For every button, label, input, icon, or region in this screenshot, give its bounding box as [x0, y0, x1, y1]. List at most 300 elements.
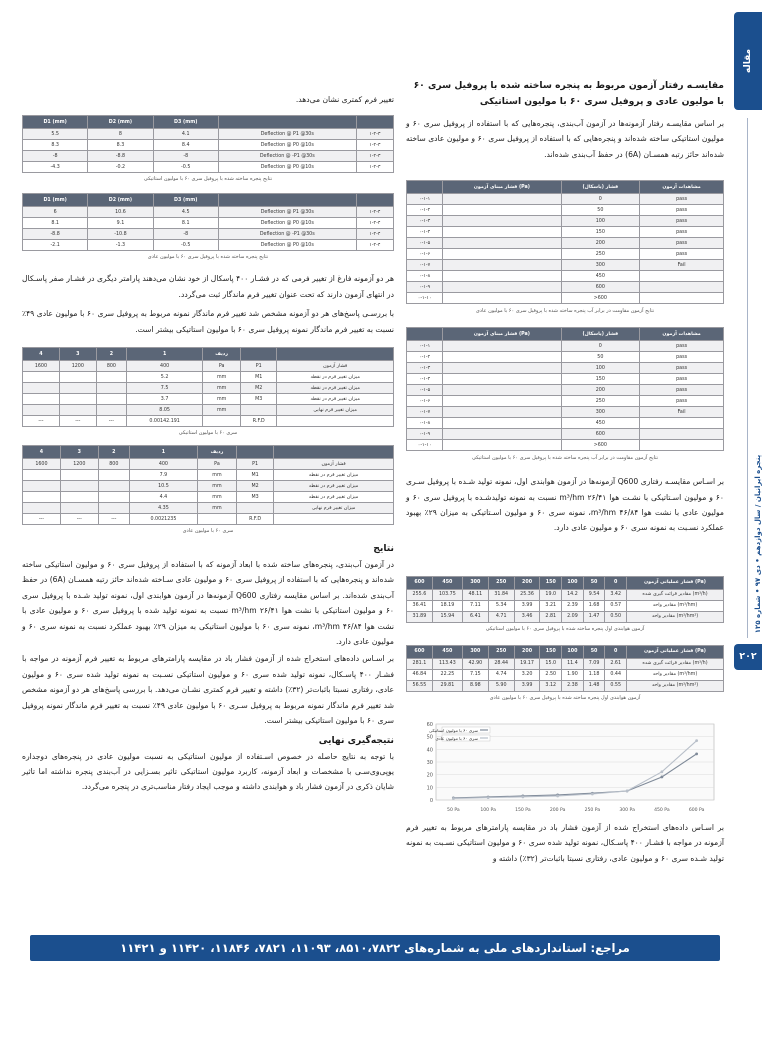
- table-row: [23, 503, 394, 514]
- table-cell: 250: [488, 576, 514, 589]
- table-row: [407, 407, 724, 418]
- right-column: [406, 78, 724, 866]
- table-cell: -8: [153, 229, 218, 240]
- table-cell: [443, 249, 561, 260]
- table-cell: 29.81: [432, 680, 462, 691]
- table-cell: 19.0: [540, 589, 562, 600]
- table-row: [23, 481, 394, 492]
- table-cell: 31.84: [488, 589, 514, 600]
- table-cell: 10.6: [88, 207, 153, 218]
- references-bar: [30, 935, 720, 961]
- table-cell: 250: [561, 249, 640, 260]
- table-cell: 300: [462, 576, 488, 589]
- table-cell: 10.5: [129, 481, 197, 492]
- table-cell: میزان تغییر فرم در نقطه: [274, 492, 394, 503]
- data-point: [626, 789, 629, 792]
- table-row: [407, 418, 724, 429]
- table-cell: ۰-۱-۵: [407, 385, 443, 396]
- table-cell: [241, 405, 277, 416]
- sidebar-rule: [747, 118, 748, 638]
- data-point: [556, 794, 559, 797]
- table-cell: [23, 394, 60, 405]
- left-intro-line: تغییر فرم کمتری نشان می‌دهد.: [295, 95, 394, 104]
- table-cell: فشار (پاسکال): [561, 181, 640, 194]
- table-row: [23, 129, 394, 140]
- table-cell: pass: [640, 363, 724, 374]
- table-cell: [443, 293, 561, 304]
- table-cell: 1.47: [583, 611, 605, 622]
- table-cell: 200: [561, 238, 640, 249]
- table-cell: [23, 383, 60, 394]
- table-row: [23, 240, 394, 251]
- table-header-row: [23, 194, 394, 207]
- table-cell: [98, 492, 129, 503]
- table-header-row: [407, 576, 724, 589]
- table-cell: [356, 116, 393, 129]
- table-cell: [60, 470, 98, 481]
- table-header-row: [407, 645, 724, 658]
- table-cell: 0.55: [605, 680, 627, 691]
- table-cell: [59, 405, 96, 416]
- table-cell: مقادیر واحد (m³/hm²): [627, 611, 724, 622]
- table-cell: [356, 194, 393, 207]
- table-cell: ۰-۱-۶: [407, 396, 443, 407]
- table-cell: ۰-۱-۱: [407, 194, 443, 205]
- table-row: [23, 470, 394, 481]
- table-cell: [96, 394, 126, 405]
- table-row: [407, 363, 724, 374]
- table-row: [23, 162, 394, 173]
- table-row: [23, 372, 394, 383]
- table-cell: 56.55: [407, 680, 433, 691]
- table-cell: 8.3: [88, 140, 153, 151]
- table-cell: ۱-۲-۳: [356, 151, 393, 162]
- table-cell: [443, 429, 561, 440]
- table-cell: [443, 205, 561, 216]
- table-cell: ۱-۲-۳: [356, 140, 393, 151]
- table-cell: 0.0021235: [129, 514, 197, 525]
- table-cell: 1.18: [583, 669, 605, 680]
- table-cell: 1600: [23, 459, 61, 470]
- table-cell: ---: [23, 416, 60, 427]
- table-cell: 0.50: [605, 611, 627, 622]
- table-cell: mm: [203, 383, 241, 394]
- table-cell: 15.94: [432, 611, 462, 622]
- table-row: [23, 229, 394, 240]
- table-cell: 4.4: [129, 492, 197, 503]
- table-cell: میزان تغییر فرم در نقطه: [274, 481, 394, 492]
- table-cell: [443, 282, 561, 293]
- final-heading: نتیجه‌گیری نهایی: [318, 734, 394, 746]
- table-cell: 3: [59, 348, 96, 361]
- table-cell: mm: [197, 481, 236, 492]
- table-cell: R.F.D: [236, 514, 273, 525]
- intro-paragraph: بر اساس مقایسـه رفتار آزمونه‌ها در آزمون آب‌بندی، پنجره‌هایی که با استفاده از پروفیل سری ۶۰ و مولیون استاتیکی ساخته شده‌اند و پنجره‌هایی که با استفاده از پروفیل سری ۶۰ و مولیون عادی ساخته شده‌اند حائز رتبه همسـان (6A) در حفظ آب‌بندی شده‌اند.: [406, 119, 724, 159]
- table-row: [23, 514, 394, 525]
- table-cell: pass: [640, 341, 724, 352]
- table-row: [407, 589, 724, 600]
- table-cell: Deflection @ P0 @10s: [218, 162, 356, 173]
- table-cell: [443, 418, 561, 429]
- water-table-1-caption: نتایج آزمون مقاومت در برابر آب پنجره ساخته شده با پروفیل سری ۶۰ با مولیون عادی: [475, 308, 655, 315]
- table-cell: 5.2: [127, 372, 203, 383]
- data-point: [452, 797, 455, 800]
- table-cell: mm: [197, 503, 236, 514]
- table-cell: M2: [241, 383, 277, 394]
- table-cell: ۰-۱-۳: [407, 216, 443, 227]
- table-row: [23, 207, 394, 218]
- table-cell: [277, 416, 394, 427]
- table-cell: 250: [561, 396, 640, 407]
- table-cell: 0: [561, 341, 640, 352]
- table-cell: mm: [197, 492, 236, 503]
- table-cell: 2: [98, 446, 129, 459]
- results-paragraph-1: در آزمون آب‌بندی، پنجره‌های ساخته شده با ابعاد آزمونه که با استفاده از پروفیل سری ۶۰ و مولیون استاتیکی ساخته شده‌اند و پنجره‌هایی که با استفاده از پروفیل سری ۶۰ و مولیون عادی سـاخته شده‌اند حائز رتبه همسـان (6A) در حفظ آب‌بندی شده‌اند. بر اساس مقایسه رفتاری Q600 آزمونه‌ها در آزمون هوابندی اول، نمونه تولید شـده با پروفیل سری ۶۰ و مولیون استاتیکی با نشت هوا ۲۶/۴۱ m³/hm نسبت به نمونه تولید شده با پروفیل سری ۶۰ و مولیون عادی با نشت هوا ۴۶/۸۴ m³/hm، نمونه سری ۶۰ با مولیون استاتیکی به میزان ۲۹٪ بهبود عملکرد نسبت به نمونه سری ۶۰ و مولیون عادی دارد.: [22, 560, 394, 647]
- table-cell: میزان تغییر فرم در نقطه: [277, 394, 394, 405]
- table-cell: 48.11: [462, 589, 488, 600]
- table-cell: میزان تغییر فرم نهایی: [274, 503, 394, 514]
- table-cell: [443, 374, 561, 385]
- x-tick-label: 250 Pa: [584, 807, 601, 813]
- table-cell: -0.2: [88, 162, 153, 173]
- table-cell: 0.00142.191: [127, 416, 203, 427]
- deflection-table-2-caption: نتایج پنجره ساخته شده با پروفیل سری ۶۰ با مولیون عادی: [147, 254, 269, 261]
- table-cell: [640, 440, 724, 451]
- table-header-row: [407, 328, 724, 341]
- table-cell: 1.68: [583, 600, 605, 611]
- references-text: مراجع: استانداردهای ملی به شماره‌های ۸۵۱۰،۷۸۲۲، ۱۱۰۹۳، ۷۸۲۱، ۱۱۸۴۶، ۱۱۴۲۰ و ۱۱۴۲۱: [120, 941, 630, 955]
- section-title: مقایسـه رفتار آزمون مربوط به پنجره ساخته شده با پروفیل سری ۶۰ با مولیون عادی و پروفیل سری ۶۰ با مولیون استاتیکی: [413, 80, 724, 107]
- table-cell: [443, 216, 561, 227]
- table-cell: 8: [88, 129, 153, 140]
- table-cell: Deflection @ P0 @10s: [218, 240, 356, 251]
- table-cell: فشار عملیاتی آزمون (Pa): [627, 576, 724, 589]
- table-cell: 1200: [59, 361, 96, 372]
- table-cell: [60, 492, 98, 503]
- table-cell: 100: [562, 576, 584, 589]
- table-cell: >600: [561, 293, 640, 304]
- table-cell: مقادیر واحد (m³/hm): [627, 669, 724, 680]
- table-row: [23, 151, 394, 162]
- table-cell: میزان تغییر فرم در نقطه: [274, 470, 394, 481]
- table-cell: pass: [640, 238, 724, 249]
- table-header-row: [23, 446, 394, 459]
- table-cell: 0.44: [605, 669, 627, 680]
- table-cell: [23, 492, 61, 503]
- table-cell: میزان تغییر فرم نهایی: [277, 405, 394, 416]
- table-row: [407, 680, 724, 691]
- table-cell: 103.75: [432, 589, 462, 600]
- data-point: [695, 752, 698, 755]
- table-cell: 3.7: [127, 394, 203, 405]
- table-cell: -4.3: [23, 162, 88, 173]
- x-tick-label: 150 Pa: [515, 807, 531, 813]
- table-cell: ۰-۱-۳: [407, 363, 443, 374]
- table-cell: 8.05: [127, 405, 203, 416]
- table-cell: 2.39: [562, 600, 584, 611]
- table-cell: [443, 271, 561, 282]
- table-cell: ۰-۱-۵: [407, 238, 443, 249]
- page-number-tab: [734, 644, 762, 670]
- table-cell: -8.8: [88, 151, 153, 162]
- table-cell: >600: [561, 440, 640, 451]
- table-cell: [274, 446, 394, 459]
- table-cell: [640, 293, 724, 304]
- table-cell: 3.46: [514, 611, 540, 622]
- table-row: [407, 260, 724, 271]
- table-cell: ۰-۱-۴: [407, 374, 443, 385]
- data-point: [591, 792, 594, 795]
- table-cell: 42.90: [462, 658, 488, 669]
- table-cell: ردیف: [197, 446, 236, 459]
- table-cell: فشار عملیاتی آزمون (Pa): [627, 645, 724, 658]
- table-row: [23, 383, 394, 394]
- table-cell: 7.9: [129, 470, 197, 481]
- x-tick-label: 100 Pa: [480, 807, 496, 813]
- table-row: [407, 611, 724, 622]
- table-row: [407, 293, 724, 304]
- table-cell: [443, 363, 561, 374]
- table-cell: P1: [236, 459, 273, 470]
- table-cell: Deflection @ P0 @10s: [218, 140, 356, 151]
- table-cell: 450: [561, 271, 640, 282]
- y-tick-label: 20: [426, 772, 433, 779]
- table-cell: 3.42: [605, 589, 627, 600]
- table-cell: 25.36: [514, 589, 540, 600]
- table-cell: ---: [98, 514, 129, 525]
- table-cell: 800: [96, 361, 126, 372]
- table-cell: 14.2: [562, 589, 584, 600]
- table-cell: 0: [605, 576, 627, 589]
- table-row: [23, 140, 394, 151]
- table-cell: M2: [236, 481, 273, 492]
- table-cell: Deflection @ -P1 @30s: [218, 229, 356, 240]
- table-cell: Deflection @ P0 @10s: [218, 218, 356, 229]
- table-row: [23, 416, 394, 427]
- table-cell: [443, 385, 561, 396]
- table-cell: [443, 407, 561, 418]
- legend-label: سری ۶۰ با مولیون استاتیکی: [429, 727, 478, 733]
- table-cell: ردیف: [203, 348, 241, 361]
- table-cell: ۰-۱-۸: [407, 271, 443, 282]
- table-cell: 3.99: [514, 680, 540, 691]
- table-cell: 1.90: [562, 669, 584, 680]
- table-cell: [23, 405, 60, 416]
- table-cell: [443, 440, 561, 451]
- table-cell: ۰-۱-۲: [407, 205, 443, 216]
- table-row: [407, 194, 724, 205]
- data-point: [695, 739, 698, 742]
- table-cell: 3.20: [514, 669, 540, 680]
- table-cell: pass: [640, 352, 724, 363]
- table-cell: Pa: [203, 361, 241, 372]
- y-tick-label: 50: [426, 734, 433, 741]
- section-tab: [734, 12, 762, 110]
- table-cell: 2: [96, 348, 126, 361]
- table-cell: -8: [23, 151, 88, 162]
- air-table-2-caption: آزمون هوابندی اول پنجره ساخته شده با پروفیل سری ۶۰ با مولیون عادی: [489, 694, 641, 701]
- table-cell: 150: [561, 227, 640, 238]
- table-header-row: [23, 116, 394, 129]
- table-cell: 3.21: [540, 600, 562, 611]
- table-cell: [443, 341, 561, 352]
- table-cell: 4.5: [153, 207, 218, 218]
- table-cell: [23, 372, 60, 383]
- table-cell: ۱-۲-۴: [356, 218, 393, 229]
- table-row: [23, 394, 394, 405]
- table-cell: ۰-۱-۱۰: [407, 293, 443, 304]
- table-cell: 4: [23, 446, 61, 459]
- table-cell: [59, 394, 96, 405]
- table-cell: فشار آزمون: [277, 361, 394, 372]
- table-cell: 50: [583, 645, 605, 658]
- table-cell: 250: [488, 645, 514, 658]
- air-table-1: [406, 576, 724, 633]
- left-column: [22, 92, 394, 795]
- table-cell: [218, 116, 356, 129]
- table-cell: ۰-۱-۷: [407, 260, 443, 271]
- rfd-table-2-caption: سری ۶۰ با مولیون عادی: [182, 528, 234, 535]
- table-cell: 1: [127, 348, 203, 361]
- table-cell: M1: [236, 470, 273, 481]
- table-row: [407, 396, 724, 407]
- table-cell: 6: [23, 207, 88, 218]
- deflection-table-1: [22, 115, 394, 183]
- table-cell: 7.15: [462, 669, 488, 680]
- table-cell: 200: [514, 576, 540, 589]
- table-cell: 8.1: [23, 218, 88, 229]
- air-table-1-caption: آزمون هوابندی اول پنجره ساخته شده با پروفیل سری ۶۰ با مولیون استاتیکی: [485, 625, 645, 632]
- table-cell: 0: [605, 645, 627, 658]
- table-cell: M1: [241, 372, 277, 383]
- left-paragraph-1: هر دو آزمونه فارغ از تغییر فرمی که در فشـار ۴۰۰ پاسکال از خود نشان می‌دهند پارامتر دیگری در فشـار صفر پاسـکال در انتهای آزمون دارند که تحت عنوان تغییر فرم ماندگار ثبت می‌گردد.: [22, 274, 394, 299]
- x-tick-label: 300 Pa: [619, 807, 635, 813]
- table-cell: فشار مبنای آزمون (Pa): [443, 181, 561, 194]
- table-cell: [640, 418, 724, 429]
- table-cell: 50: [561, 352, 640, 363]
- table-cell: 600: [407, 645, 433, 658]
- table-cell: D3 (mm): [153, 116, 218, 129]
- table-cell: ۱-۲-۴: [356, 229, 393, 240]
- table-cell: 7.11: [462, 600, 488, 611]
- x-tick-label: 600 Pa: [688, 807, 705, 813]
- table-row: [407, 600, 724, 611]
- table-cell: 450: [432, 645, 462, 658]
- table-cell: ۱-۲-۳: [356, 162, 393, 173]
- table-cell: 28.44: [488, 658, 514, 669]
- wind-paragraph: بر اسـاس داده‌های استخراج شده از آزمون فشار باد در مقایسه پارامترهای مربوط به تغییر فرم آزمونه در مواجه با فشـار ۴۰۰ پاسـکال، نمونه تولید شده سری ۶۰ و مولیون استاتیکی نسـبت به نمونه تولید شـده سری ۶۰ و مولیون عادی، رفتاری نسبتا باثبات‌تر (۳۲٪) داشته و: [406, 822, 724, 863]
- page-number: ۲۰۲: [739, 651, 757, 662]
- table-cell: 300: [561, 407, 640, 418]
- table-cell: [407, 328, 443, 341]
- table-cell: [443, 396, 561, 407]
- table-cell: 6.41: [462, 611, 488, 622]
- table-cell: ---: [59, 416, 96, 427]
- table-cell: 600: [561, 429, 640, 440]
- rfd-table-1: [22, 347, 394, 437]
- table-cell: 46.84: [407, 669, 433, 680]
- table-cell: R.F.D: [241, 416, 277, 427]
- table-row: [407, 341, 724, 352]
- table-cell: ۰-۱-۸: [407, 418, 443, 429]
- table-cell: 9.54: [583, 589, 605, 600]
- table-cell: [23, 503, 61, 514]
- data-point: [521, 795, 524, 798]
- table-cell: 8.4: [153, 140, 218, 151]
- x-tick-label: 50 Pa: [447, 807, 460, 813]
- table-cell: D1 (mm): [23, 194, 88, 207]
- table-cell: pass: [640, 216, 724, 227]
- table-cell: مشاهدات آزمون: [640, 328, 724, 341]
- table-cell: 15.0: [540, 658, 562, 669]
- table-cell: [98, 503, 129, 514]
- table-cell: 36.41: [407, 600, 433, 611]
- table-cell: 4.71: [488, 611, 514, 622]
- data-point: [660, 775, 663, 778]
- rfd-table-1-caption: سری ۶۰ با مولیون استاتیکی: [178, 430, 238, 437]
- table-cell: 2.09: [562, 611, 584, 622]
- table-cell: [236, 446, 273, 459]
- table-cell: ۰-۱-۶: [407, 249, 443, 260]
- table-cell: mm: [197, 470, 236, 481]
- table-cell: 600: [407, 576, 433, 589]
- table-cell: pass: [640, 374, 724, 385]
- table-cell: فشار آزمون: [274, 459, 394, 470]
- table-cell: 300: [462, 645, 488, 658]
- table-cell: 2.61: [605, 658, 627, 669]
- table-cell: 1600: [23, 361, 60, 372]
- table-cell: 255.6: [407, 589, 433, 600]
- table-cell: ---: [96, 416, 126, 427]
- table-cell: [236, 503, 273, 514]
- table-cell: 2.38: [562, 680, 584, 691]
- table-cell: [60, 481, 98, 492]
- table-cell: 8.3: [23, 140, 88, 151]
- table-cell: ۰-۱-۱۰: [407, 440, 443, 451]
- y-tick-label: 30: [426, 759, 433, 766]
- left-paragraph-2: با بررسـی پاسخ‌های هر دو آزمونه مشخص شد تغییر فرم ماندگار نمونه مربوط به پروفیل سری ۶۰ با مولیون عادی ۴۹٪ نسبت به تغییر فرم ماندگار نمونه پروفیل سری ۶۰ با مولیون استاتیکی بیشتر است.: [22, 309, 394, 334]
- table-cell: Fail: [640, 407, 724, 418]
- table-cell: 1: [129, 446, 197, 459]
- table-row: [407, 669, 724, 680]
- table-cell: pass: [640, 249, 724, 260]
- table-cell: Deflection @ -P1 @30s: [218, 151, 356, 162]
- y-tick-label: 60: [426, 721, 433, 728]
- table-cell: P1: [241, 361, 277, 372]
- table-cell: 281.1: [407, 658, 433, 669]
- table-cell: 200: [514, 645, 540, 658]
- table-cell: [274, 514, 394, 525]
- table-cell: مشاهدات آزمون: [640, 181, 724, 194]
- y-tick-label: 0: [429, 797, 433, 804]
- table-header-row: [407, 181, 724, 194]
- table-cell: 0: [561, 194, 640, 205]
- table-cell: ---: [60, 514, 98, 525]
- table-cell: 3.12: [540, 680, 562, 691]
- table-cell: 150: [540, 576, 562, 589]
- table-cell: ۰-۱-۷: [407, 407, 443, 418]
- table-cell: 2.50: [540, 669, 562, 680]
- table-cell: -8.8: [23, 229, 88, 240]
- y-tick-label: 40: [426, 747, 433, 754]
- table-cell: 100: [562, 645, 584, 658]
- table-cell: [23, 470, 61, 481]
- table-cell: 22.25: [432, 669, 462, 680]
- table-cell: [241, 348, 277, 361]
- table-cell: 150: [540, 645, 562, 658]
- table-row: [407, 282, 724, 293]
- table-row: [407, 352, 724, 363]
